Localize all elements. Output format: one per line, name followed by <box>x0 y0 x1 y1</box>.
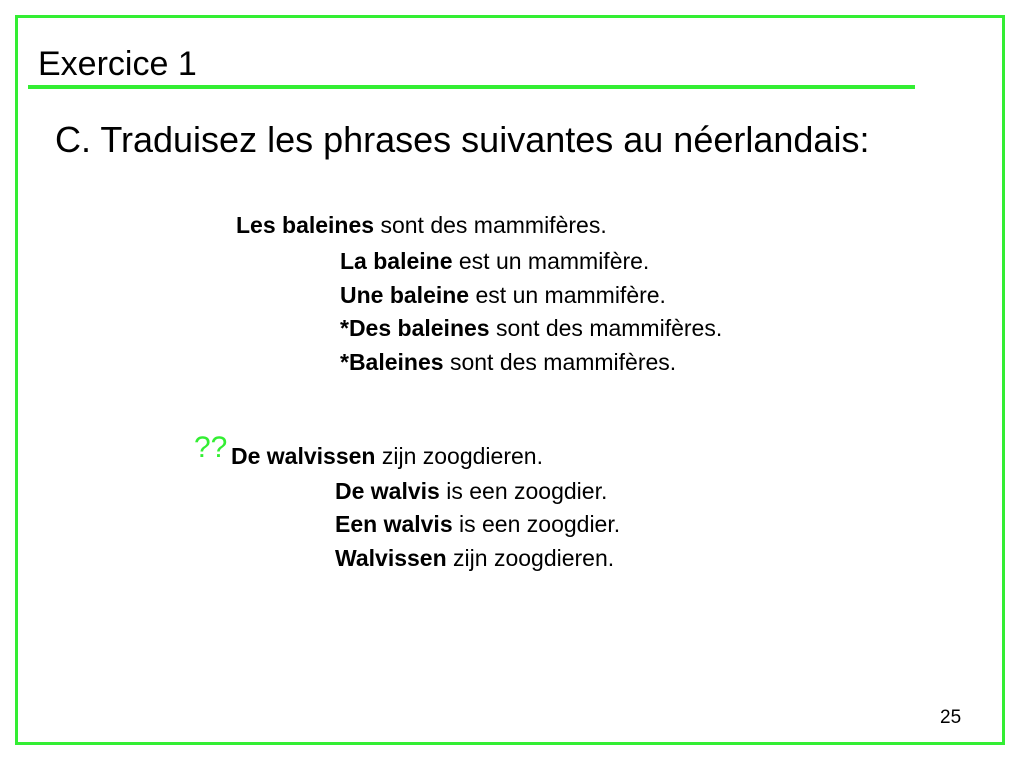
dutch-sentence-2-bold: De walvis <box>335 478 440 504</box>
dutch-sentence-3-rest: is een zoogdier. <box>452 511 621 537</box>
french-sentence-4-bold: *Des baleines <box>340 315 490 341</box>
french-sentence-2-bold: La baleine <box>340 248 453 274</box>
french-sentence-3-rest: est un mammifère. <box>469 282 666 308</box>
french-sentence-5 <box>340 347 676 377</box>
dutch-sentence-2 <box>335 476 607 506</box>
dutch-sentence-4-rest: zijn zoogdieren. <box>446 545 615 571</box>
dutch-sentence-2-rest: is een zoogdier. <box>439 478 608 504</box>
dutch-sentence-1-rest: zijn zoogdieren. <box>375 443 543 469</box>
french-sentence-1-rest: sont des mammifères. <box>374 212 607 238</box>
french-sentence-5-bold: *Baleines <box>340 349 444 375</box>
title-underline <box>28 85 915 89</box>
instruction-text: C. Traduisez les phrases suivantes au néerlandais: <box>55 119 870 160</box>
french-sentence-1 <box>236 210 607 240</box>
dutch-sentence-3-bold: Een walvis <box>335 511 453 537</box>
dutch-sentence-3 <box>335 509 620 539</box>
question-marks: ?? <box>194 431 228 464</box>
page-number: 25 <box>940 707 962 728</box>
slide-title: Exercice 1 <box>38 45 197 83</box>
dutch-sentence-4-bold: Walvissen <box>335 545 447 571</box>
french-sentence-2 <box>340 246 649 276</box>
french-sentence-5-rest: sont des mammifères. <box>443 349 677 375</box>
french-sentence-4 <box>340 313 722 343</box>
dutch-sentence-1 <box>231 441 543 471</box>
french-sentence-4-rest: sont des mammifères. <box>489 315 723 341</box>
french-sentence-3-bold: Une baleine <box>340 282 470 308</box>
french-sentence-2-rest: est un mammifère. <box>452 248 650 274</box>
french-sentence-1-bold: Les baleines <box>236 212 375 238</box>
dutch-sentence-1-bold: De walvissen <box>231 443 376 469</box>
french-sentence-3 <box>340 280 666 310</box>
dutch-sentence-4 <box>335 543 614 573</box>
